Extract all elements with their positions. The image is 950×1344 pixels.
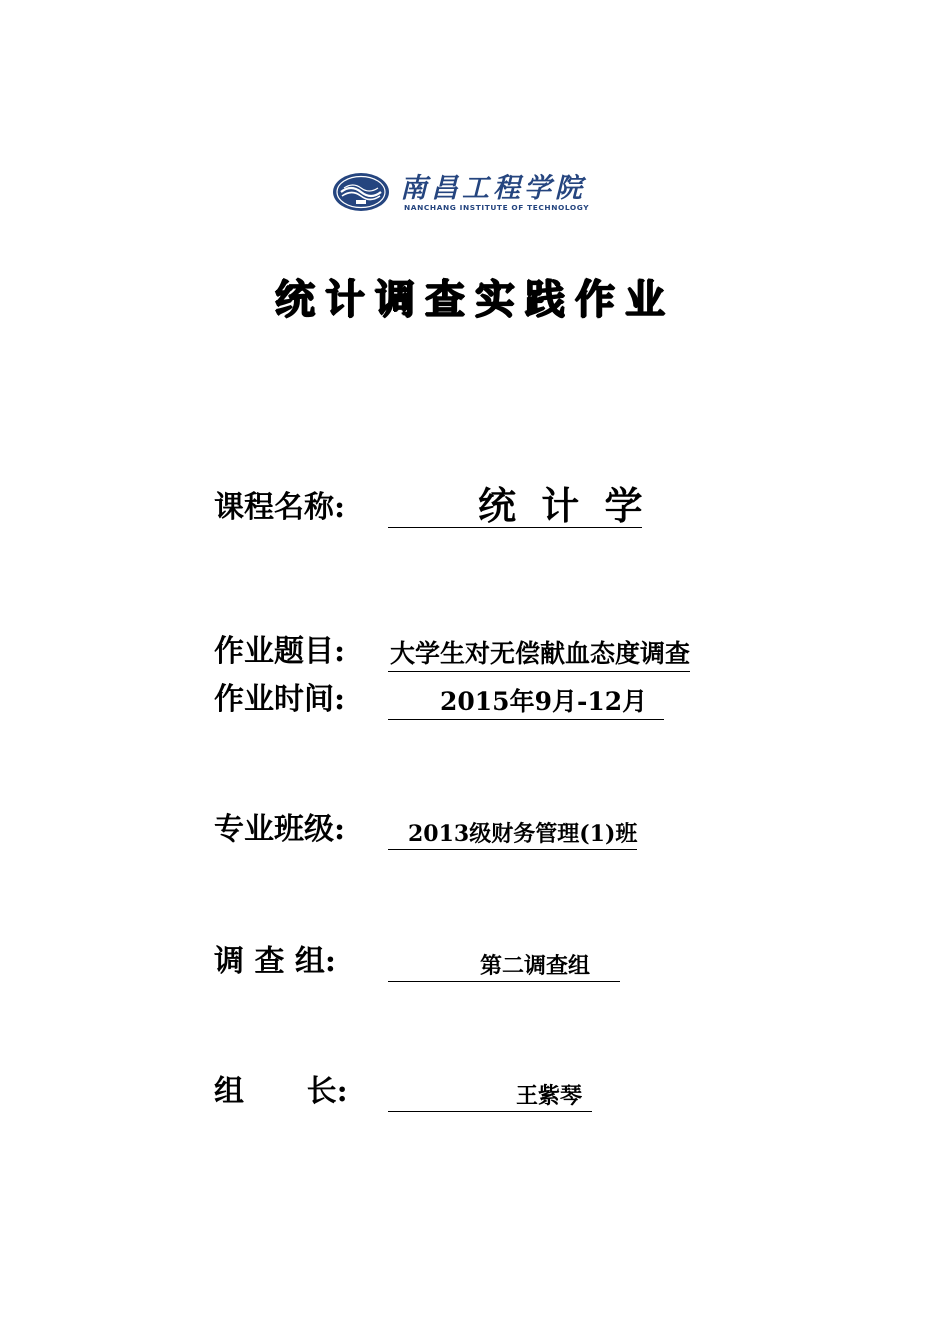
page-title: 统计调查实践作业 xyxy=(275,277,675,323)
course-label: 课程名称: xyxy=(214,490,346,525)
topic-label: 作业题目: xyxy=(214,634,346,669)
time-label: 作业时间: xyxy=(214,682,346,717)
course-value: 统 计 学 xyxy=(388,485,642,528)
major-class-label: 专业班级: xyxy=(214,812,346,847)
leader-value: 王紫琴 xyxy=(388,1081,592,1112)
time-value: 2015年9月-12月 xyxy=(388,685,664,720)
school-name-cn: 南昌工程学院 xyxy=(400,173,586,204)
school-name-en: NANCHANG INSTITUTE OF TECHNOLOGY xyxy=(404,203,590,212)
group-label: 调 查 组: xyxy=(214,944,336,979)
topic-value: 大学生对无偿献血态度调查 xyxy=(388,637,690,672)
school-logo xyxy=(332,172,618,216)
major-class-value: 2013级财务管理(1)班 xyxy=(388,819,637,850)
school-emblem-icon xyxy=(332,172,390,212)
group-value: 第二调查组 xyxy=(388,951,620,982)
leader-label: 组 长: xyxy=(214,1074,348,1109)
